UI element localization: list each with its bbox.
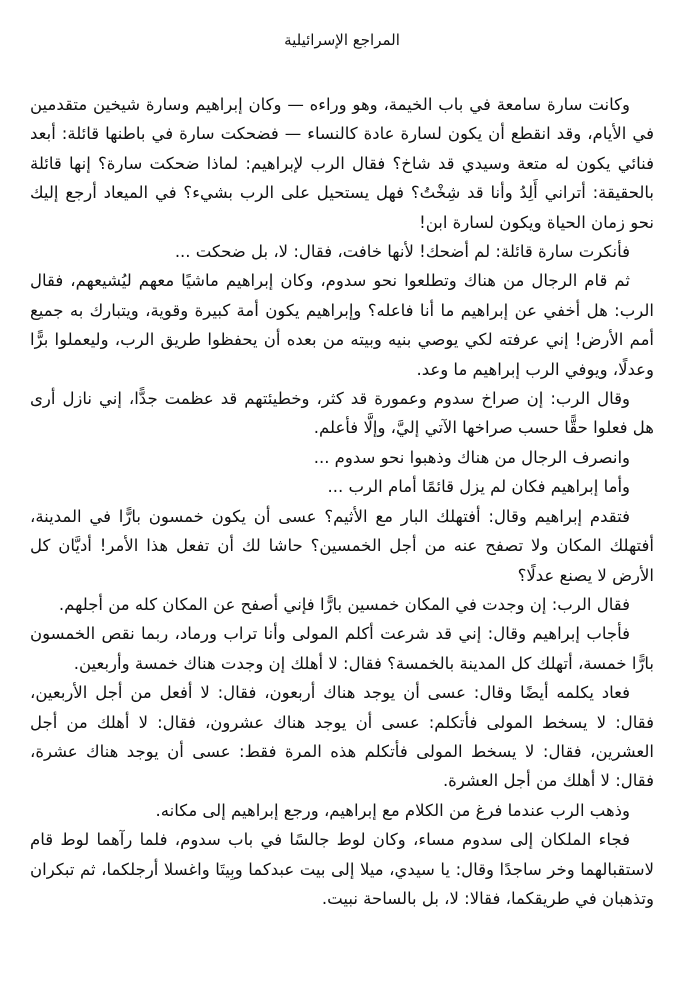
- paragraph: فجاء الملكان إلى سدوم مساء، وكان لوط جالسًا في باب سدوم، فلما رآهما لوط قام لاستقبالهما وخر ساجدًا وقال: يا سيدي، ميلا إلى بيت عبدكما وبِيتَا واغسلا أرجلكما، ثم تبكران وتذهبان في طريقكما، فقالا: لا، بل بالساحة نبيت.: [30, 830, 654, 908]
- paragraph: فتقدم إبراهيم وقال: أفتهلك البار مع الأثيم؟ عسى أن يكون خمسون بارًّا في المدينة، أفتهلك المكان ولا تصفح عنه من أجل الخمسين؟ حاشا لك أن تفعل هذا الأمر! أديَّان كل الأرض لا يصنع عدلًا؟: [30, 506, 654, 585]
- paragraph: فقال الرب: إن وجدت في المكان خمسين بارًّا فإني أصفح عن المكان كله من أجلهم.: [58, 594, 630, 614]
- paragraph: وذهب الرب عندما فرغ من الكلام مع إبراهيم، ورجع إبراهيم إلى مكانه.: [155, 800, 630, 820]
- paragraph: فأجاب إبراهيم وقال: إني قد شرعت أكلم المولى وأنا تراب ورماد، ربما نقص الخمسون بارًّا خمسة، أتهلك كل المدينة بالخمسة؟ فقال: لا أهلك إن وجدت هناك خمسة وأربعين.: [30, 624, 654, 673]
- paragraph: وكانت سارة سامعة في باب الخيمة، وهو وراءه — وكان إبراهيم وسارة شيخين متقدمين في الأيام، وقد انقطع أن يكون لسارة عادة كالنساء — فضحكت سارة في باطنها قائلة: أبعد فنائي يكون له متعة وسيدي قد شاخ؟ فقال الرب لإبراهيم: لماذا ضحكت سارة؟ إنها قائلة بالحقيقة: أتراني أَلِدُ وأنا قد شِخْتُ؟ فهل يستحيل على الرب بشيء؟ في الميعاد أرجع إليك نحو زمان الحياة ويكون لسارة ابن!: [30, 95, 654, 232]
- paragraph: وقال الرب: إن صراخ سدوم وعمورة قد كثر، وخطيئتهم قد عظمت جدًّا، إني نازل أرى هل فعلوا حقًّا حسب صراخها الآتي إليَّ، وإلَّا فأعلم.: [30, 389, 654, 438]
- paragraph: ثم قام الرجال من هناك وتطلعوا نحو سدوم، وكان إبراهيم ماشيًا معهم ليُشيعهم، فقال الرب: هل أخفي عن إبراهيم ما أنا فاعله؟ وإبراهيم يكون أمة كبيرة وقوية، ويتبارك به جميع أمم الأرض! إني عرفته لكي يوصي بنيه وبيته من بعده أن يحفظوا طريق الرب، وليعملوا برًّا وعدلًا، ويوفي الرب إبراهيم ما وعد.: [30, 271, 654, 379]
- running-header: المراجع الإسرائيلية: [284, 31, 400, 49]
- body-text: [30, 90, 654, 913]
- paragraph: فأنكرت سارة قائلة: لم أضحك! لأنها خافت، فقال: لا، بل ضحكت ...: [174, 242, 630, 262]
- paragraph: وانصرف الرجال من هناك وذهبوا نحو سدوم ...: [313, 447, 630, 467]
- paragraph: وأما إبراهيم فكان لم يزل قائمًا أمام الرب ...: [327, 477, 630, 497]
- paragraph: فعاد يكلمه أيضًا وقال: عسى أن يوجد هناك أربعون، فقال: لا أفعل من أجل الأربعين، فقال: لا يسخط المولى فأتكلم: عسى أن يوجد هناك عشرون، فقال: لا أهلك من أجل العشرين، فقال: لا يسخط المولى فأتكلم هذه المرة فقط: عسى أن يوجد هناك عشرة، فقال: لا أهلك من أجل العشرة.: [30, 683, 654, 791]
